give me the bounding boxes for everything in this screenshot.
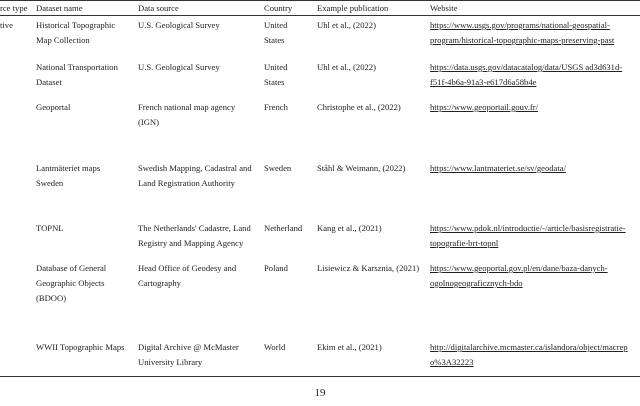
row-data-source: The Netherlands' Cadastre, Land Registry and Mapping Agency — [138, 223, 251, 248]
header-data-source: Data source — [138, 3, 179, 13]
row-website-link[interactable]: https://data.usgs.gov/datacatalog/data/USGS ad3d631d- f51f-4b6a-91a3-e617d6a58b4e — [430, 62, 623, 87]
page-number: 19 — [314, 387, 326, 399]
row-country: Netherland — [264, 223, 303, 233]
row-dataset-name: Database of General Geographic Objects (BDOO) — [36, 263, 107, 303]
header-example-publication: Example publication — [317, 3, 389, 13]
row-dataset-name: National Transportation Dataset — [36, 62, 118, 87]
row-dataset-name: Lantmäteriet maps Sweden — [36, 163, 101, 188]
row-dataset-name: TOPNL — [36, 223, 64, 233]
row-website-link[interactable]: https://www.usgs.gov/programs/national-geospatial- program/historical-topographic-maps-preserving-past — [430, 20, 615, 45]
row-publication: Kang et al., (2021) — [317, 223, 382, 233]
row-website-link[interactable]: http://digitalarchive.mcmaster.ca/islandora/object/macrep o%3A32223 — [430, 342, 628, 367]
row-publication: Ståhl & Weimann, (2022) — [317, 163, 406, 173]
header-dataset-name: Dataset name — [36, 3, 83, 13]
row-dataset-name: Historical Topographic Map Collection — [36, 20, 116, 45]
header-website: Website — [430, 3, 458, 13]
row-data-source: French national map agency (IGN) — [138, 102, 236, 127]
row-data-source: U.S. Geological Survey — [138, 20, 220, 30]
row-data-source: Digital Archive @ McMaster University Library — [138, 342, 239, 367]
row-source-type: tive — [0, 20, 13, 30]
row-publication: Uhl et al., (2022) — [317, 20, 376, 30]
row-data-source: Swedish Mapping, Cadastral and Land Registration Authority — [138, 163, 252, 188]
header-bottom-rule — [0, 15, 640, 16]
row-website-link[interactable]: https://www.pdok.nl/introductie/-/article/basisregistratie- topografie-brt-topnl — [430, 223, 626, 248]
row-website-link[interactable]: https://www.geoportal.gov.pl/en/dane/baza-danych- ogolnogeograficznych-bdo — [430, 263, 608, 288]
row-website-link[interactable]: https://www.lantmateriet.se/sv/geodata/ — [430, 163, 566, 173]
row-dataset-name: Geoportal — [36, 102, 71, 112]
row-country: World — [264, 342, 286, 352]
table-bottom-rule — [0, 376, 640, 377]
row-publication: Uhl et al., (2022) — [317, 62, 376, 72]
row-country: United States — [264, 62, 288, 87]
row-country: French — [264, 102, 288, 112]
row-country: Poland — [264, 263, 288, 273]
header-source-type: rce type — [0, 3, 28, 13]
header-country: Country — [264, 3, 293, 13]
row-data-source: Head Office of Geodesy and Cartography — [138, 263, 237, 288]
row-publication: Christophe et al., (2022) — [317, 102, 401, 112]
row-dataset-name: WWII Topographic Maps — [36, 342, 125, 352]
row-data-source: U.S. Geological Survey — [138, 62, 220, 72]
row-publication: Lisiewicz & Karsznia, (2021) — [317, 263, 420, 273]
row-country: United States — [264, 20, 288, 45]
row-website-link[interactable]: https://www.geoportail.gouv.fr/ — [430, 102, 538, 112]
row-country: Sweden — [264, 163, 292, 173]
row-publication: Ekim et al., (2021) — [317, 342, 382, 352]
